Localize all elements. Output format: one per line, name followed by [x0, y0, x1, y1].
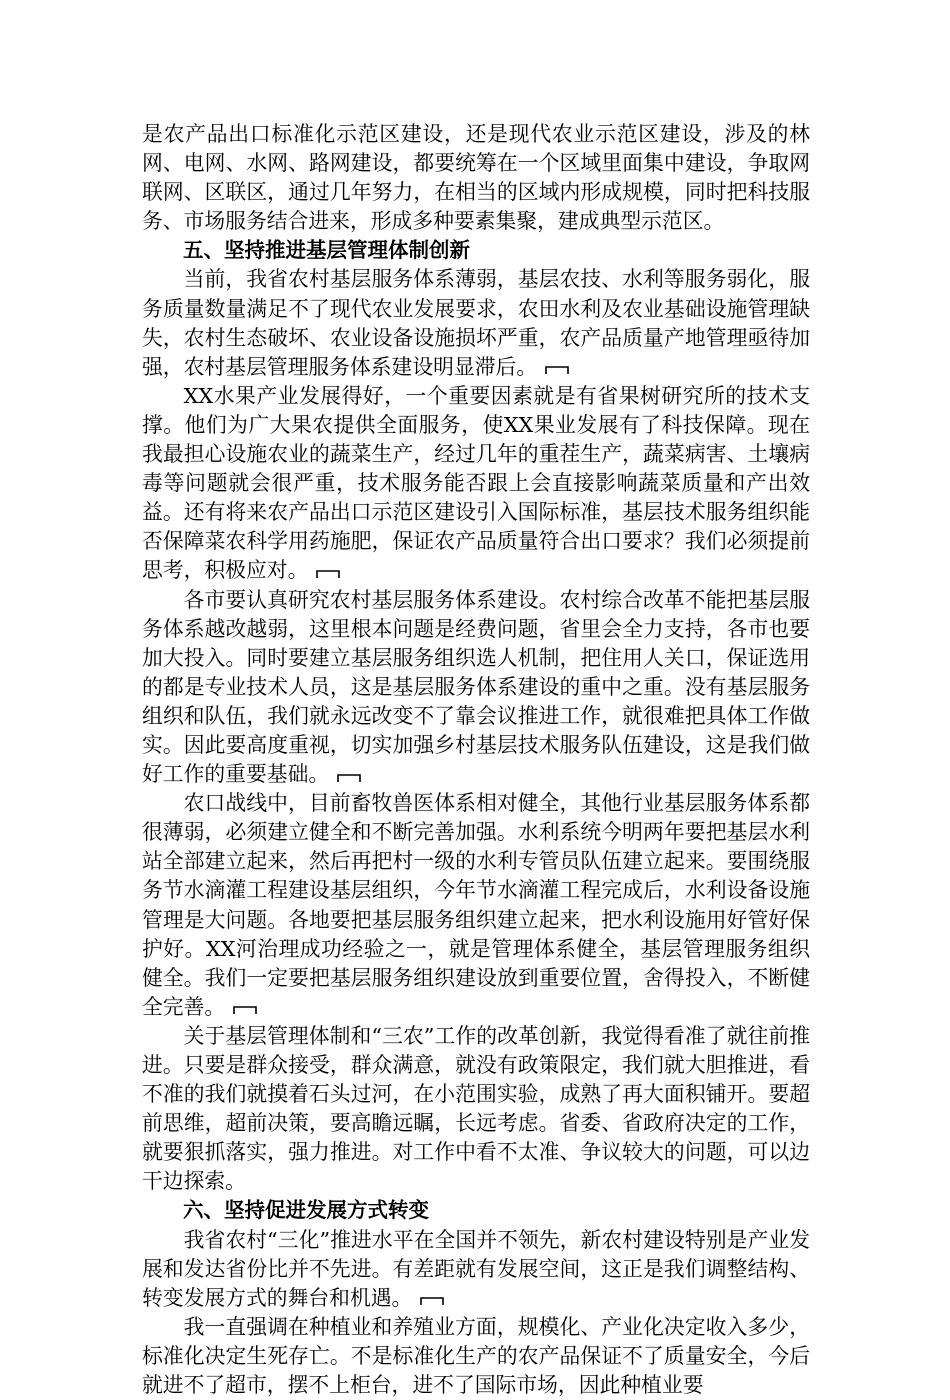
paragraph: 关于基层管理体制和“三农”工作的改革创新，我觉得看准了就往前推进。只要是群众接受，群众满意，就没有政策限定，我们就大胆推进，看不准的我们就摸着石头过河，在小范围实验，成熟了再大面积铺开。要超前思维，超前决策，要高瞻远瞩，长远考虑。省委、省政府决定的工作，就要狠抓落实，强力推进。对工作中看不太准、争议较大的问题，可以边干边探索。: [142, 1023, 810, 1194]
document-page: [142, 120, 810, 1400]
paragraph-mark-icon: [337, 773, 361, 783]
paragraph: 农口战线中，目前畜牧兽医体系相对健全，其他行业基层服务体系都很薄弱，必须建立健全和不断完善加强。水利系统今明两年要把基层水利站全部建立起来，然后再把村一级的水利专管员队伍建立起来。要围绕服务节水滴灌工程建设基层组织，今年节水滴灌工程完成后，水利设备设施管理是大问题。各地要把基层服务组织建立起来，把水利设施用好管好保护好。XX河治理成功经验之一，就是管理体系健全，基层管理服务组织健全。我们一定要把基层服务组织建设放到重要位置，舍得投入，不断健全完善。: [142, 791, 810, 1019]
section-heading: 六、坚持促进发展方式转变: [183, 1198, 429, 1223]
section-heading: 五、坚持推进基层管理体制创新: [183, 238, 470, 263]
paragraph-mark-icon: [316, 569, 340, 579]
paragraph: 我一直强调在种植业和养殖业方面，规模化、产业化决定收入多少，标准化决定生死存亡。不是标准化生产的农产品保证不了质量安全，今后就进不了超市，摆不上柜台，进不了国际市场，因此种植业要: [142, 1314, 810, 1398]
paragraph-mark-icon: [420, 1296, 444, 1306]
paragraph: XX水果产业发展得好，一个重要因素就是有省果树研究所的技术支撑。他们为广大果农提供全面服务，使XX果业发展有了科技保障。现在我最担心设施农业的蔬菜生产，经过几年的重茬生产，蔬菜病害、土壤病毒等问题就会很严重，技术服务能否跟上会直接影响蔬菜质量和产出效益。还有将来农产品出口示范区建设引入国际标准，基层技术服务组织能否保障菜农科学用药施肥，保证农产品质量符合出口要求？我们必须提前思考，积极应对。: [142, 383, 810, 583]
paragraph: 是农产品出口标准化示范区建设，还是现代农业示范区建设，涉及的林网、电网、水网、路网建设，都要统筹在一个区域里面集中建设，争取网联网、区联区，通过几年努力，在相当的区域内形成规模，同时把科技服务、市场服务结合进来，形成多种要素集聚，建成典型示范区。: [142, 122, 810, 234]
paragraph-mark-icon: [233, 1005, 257, 1015]
paragraph: 各市要认真研究农村基层服务体系建设。农村综合改革不能把基层服务体系越改越弱，这里根本问题是经费问题，省里会全力支持，各市也要加大投入。同时要建立基层服务组织选人机制，把住用人关口，保证选用的都是专业技术人员，这是基层服务体系建设的重中之重。没有基层服务组织和队伍，我们就永远改变不了靠会议推进工作，就很难把具体工作做实。因此要高度重视，切实加强乡村基层技术服务队伍建设，这是我们做好工作的重要基础。: [142, 587, 810, 787]
paragraph-mark-icon: [545, 365, 569, 375]
paragraph: 当前，我省农村基层服务体系薄弱，基层农技、水利等服务弱化，服务质量数量满足不了现代农业发展要求，农田水利及农业基础设施管理缺失，农村生态破坏、农业设备设施损坏严重，农产品质量产地管理亟待加强，农村基层管理服务体系建设明显滞后。: [142, 267, 810, 379]
paragraph: 我省农村“三化”推进水平在全国并不领先，新农村建设特别是产业发展和发达省份比并不先进。有差距就有发展空间，这正是我们调整结构、转变发展方式的舞台和机遇。: [142, 1227, 810, 1310]
